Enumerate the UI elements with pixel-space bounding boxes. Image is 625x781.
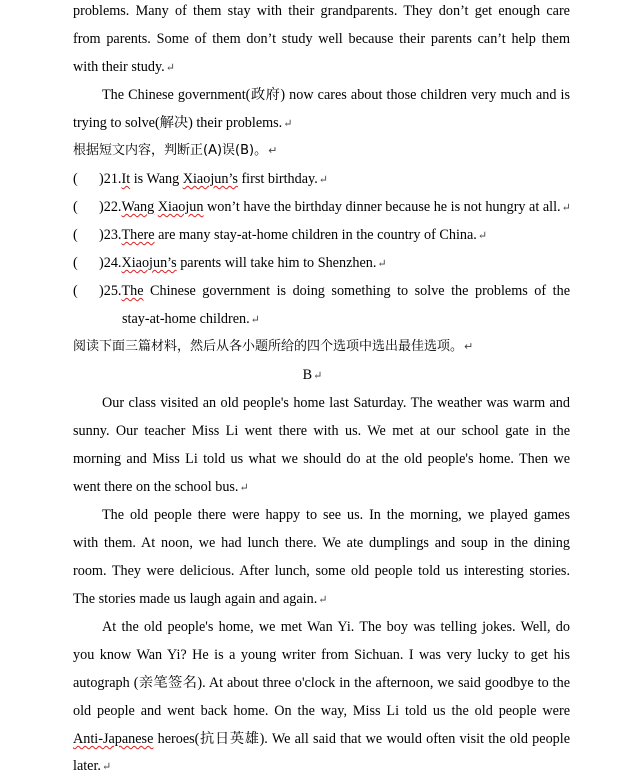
instruction-text: 根据短文内容，判断正(A)误(B)。 [73,143,268,158]
paragraph-mark-icon: ↵ [313,370,323,382]
spellcheck-word: It [121,171,131,187]
passage-b-line [73,585,570,613]
paragraph-mark-icon: ↵ [101,761,112,773]
passage-a-line [73,109,570,137]
line-text: later. [73,758,101,774]
answer-blank[interactable]: ( [73,255,78,271]
question-21 [73,165,570,193]
spellcheck-word: Xiaojun [157,199,204,215]
question-text [99,193,570,222]
answer-blank[interactable]: ( [73,171,78,187]
passage-b-line: old people and went back home. On the way, Miss Li told us the old people were [73,703,570,719]
question-number: )24. [99,255,122,271]
passage-b-line: room. They were delicious. After lunch, some old people told us interesting stories. [73,563,570,579]
spellcheck-word: Wang [121,199,155,215]
answer-blank[interactable]: ( [73,283,78,299]
passage-b-line: morning and Miss Li told us what we should do at the old people's home. Then we [73,451,570,467]
paragraph-mark-icon: ↵ [464,340,474,353]
question-fragment: Chinese government is doing something to solve the problems of the [143,283,570,299]
paragraph-mark-icon: ↵ [239,482,249,494]
passage-b-line: sunny. Our teacher Miss Li went there with us. We met at our school gate in the [73,423,570,439]
question-25-continuation [122,305,570,333]
question-24 [73,249,570,277]
passage-a-line: problems. Many of them stay with their grandparents. They don’t get enough care [73,3,570,19]
question-fragment: stay-at-home children. [122,311,250,327]
answer-blank[interactable]: ( [73,199,78,215]
question-number: )25. [99,283,122,299]
section-heading [0,361,625,389]
passage-b-line: you know Wan Yi? He is a young writer from Sichuan. I was very lucky to get his [73,647,570,663]
line-text: heroes(抗日英雄). We all said that we would often visit the old people [153,731,570,747]
passage-b-line: with them. At noon, we had lunch there. We ate dumplings and soup in the dining [73,535,570,551]
paragraph-mark-icon: ↵ [250,314,260,326]
spellcheck-word: There [121,227,155,243]
paragraph-mark-icon: ↵ [477,230,488,242]
passage-b-line [73,752,570,780]
paragraph-mark-icon: ↵ [283,118,293,130]
passage-b-line [73,725,570,753]
question-fragment: first birthday. [237,171,318,187]
passage-b-line: autograph (亲笔签名). At about three o'clock in the afternoon, we said goodbye to the [73,675,570,691]
answer-blank[interactable]: ( [73,227,78,243]
paragraph-mark-icon: ↵ [318,594,328,606]
passage-a-line: The Chinese government(政府) now cares about those children very much and is [102,87,570,103]
passage-a-line [73,53,570,81]
question-text [99,165,570,194]
paragraph-mark-icon: ↵ [268,144,278,157]
question-25 [73,277,570,305]
spellcheck-word: Xiaojun’s [182,171,238,187]
question-fragment: is Wang [130,171,183,187]
spellcheck-word: Xiaojun’s [121,255,177,271]
instruction-text: 阅读下面三篇材料，然后从各小题所给的四个选项中选出最佳选项。 [73,339,464,354]
passage-b-line: At the old people's home, we met Wan Yi. The boy was telling jokes. Well, do [102,619,570,635]
line-text: went there on the school bus. [73,479,239,495]
passage-a-line: from parents. Some of them don’t study well because their parents can’t help them [73,31,570,47]
passage-b-line [73,473,570,501]
line-text: The stories made us laugh again and again. [73,591,318,607]
question-text [99,221,570,250]
passage-b-line: The old people there were happy to see us. In the morning, we played games [102,507,570,523]
paragraph-mark-icon: ↵ [318,174,328,186]
section-label: B [302,367,313,383]
paragraph-mark-icon: ↵ [165,62,175,74]
question-23 [73,221,570,249]
question-text [99,249,570,278]
question-number: )21. [99,171,122,187]
paragraph-mark-icon: ↵ [377,258,387,270]
question-number: )23. [99,227,122,243]
paragraph-mark-icon: ↵ [561,202,571,214]
mc-instruction [73,333,570,361]
line-text: trying to solve(解决) their problems. [73,115,283,131]
question-fragment: won’t have the birthday dinner because he is not hungry at all. [203,199,561,215]
question-fragment: parents will take him to Shenzhen. [176,255,377,271]
question-fragment: are many stay-at-home children in the country of China. [154,227,477,243]
spellcheck-word: Anti-Japanese [73,731,154,747]
question-text [99,277,570,305]
line-text: with their study. [73,59,165,75]
question-22 [73,193,570,221]
spellcheck-word: The [121,283,144,299]
tf-instruction [73,137,570,165]
passage-b-line: Our class visited an old people's home last Saturday. The weather was warm and [102,395,570,411]
question-number: )22. [99,199,122,215]
